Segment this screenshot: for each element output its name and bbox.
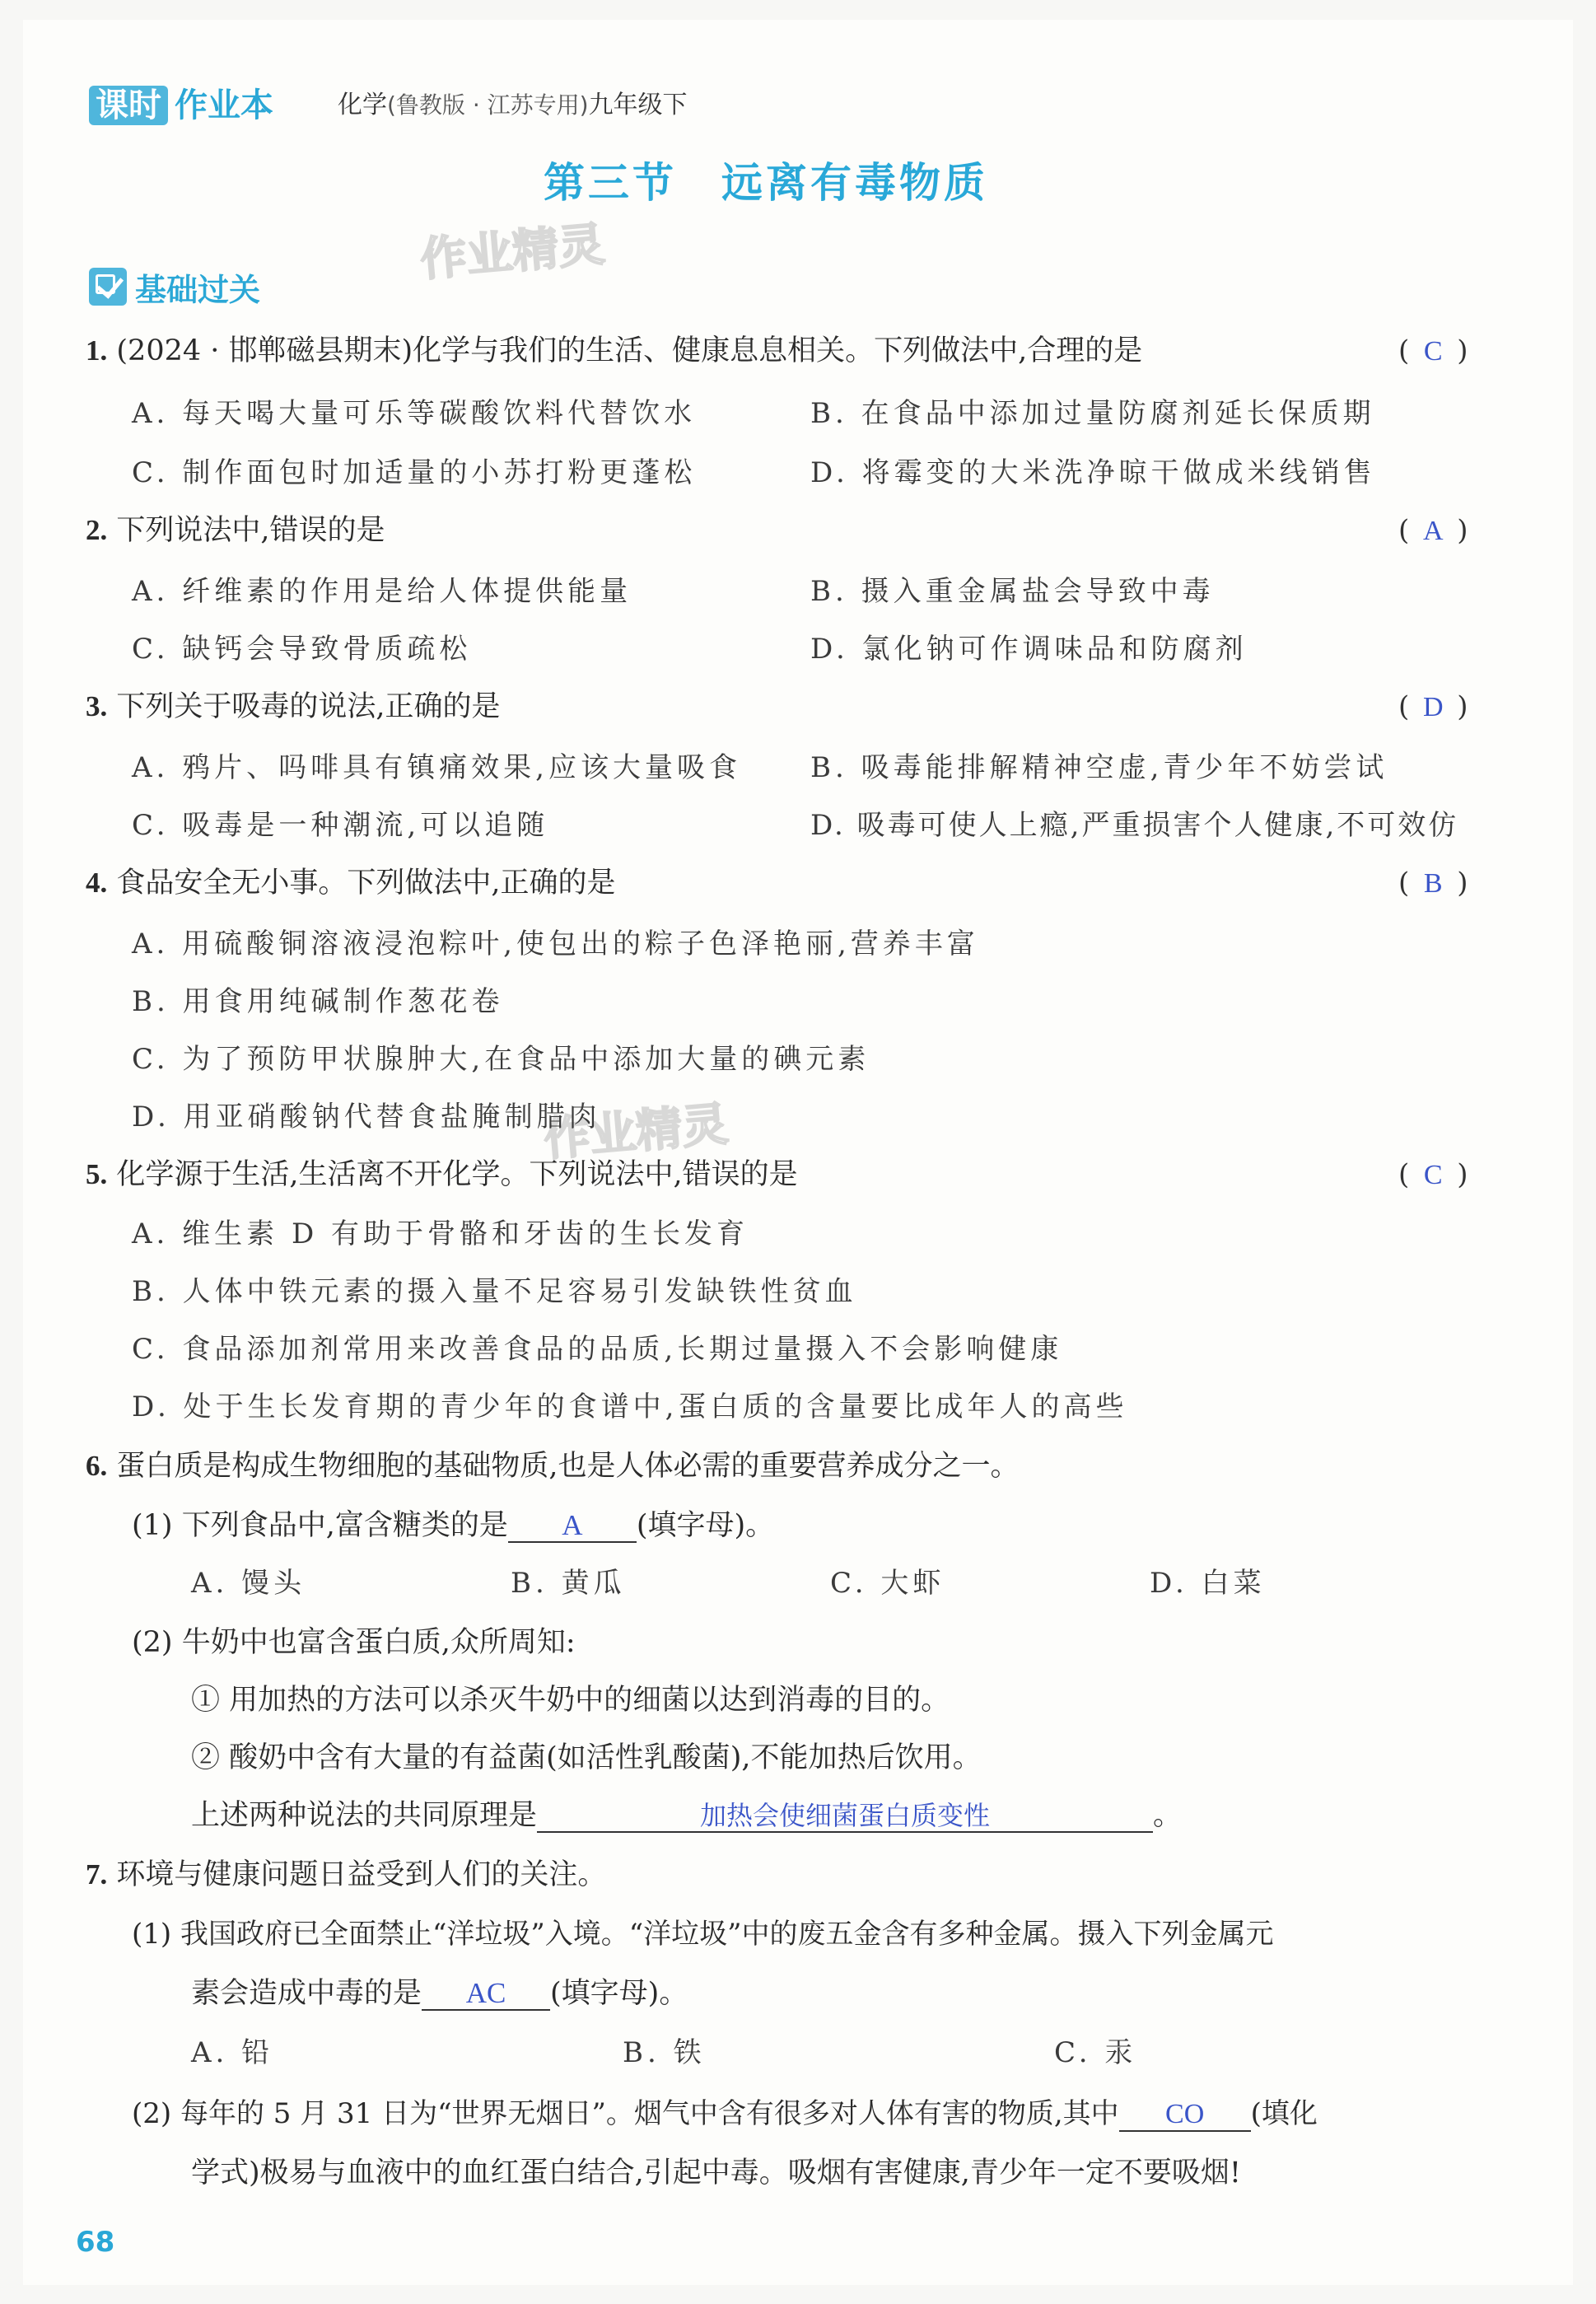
sub-question: (2) 牛奶中也富含蛋白质,众所周知:	[132, 1626, 576, 1659]
sub-question: 学式)极易与血液中的血红蛋白结合,引起中毒。吸烟有害健康,青少年一定不要吸烟!	[191, 2157, 1241, 2190]
statement: ② 酸奶中含有大量的有益菌(如活性乳酸菌),不能加热后饮用。	[191, 1741, 982, 1774]
answer-bracket: ( D )	[1398, 690, 1468, 723]
subject: 化学	[338, 91, 387, 119]
section-heading	[89, 265, 260, 308]
question-stem: 7. 环境与健康问题日益受到人们的关注。	[86, 1858, 607, 1891]
option: D. 吸毒可使人上瘾,严重损害个人健康,不可效仿	[810, 809, 1459, 842]
option: A. 鸦片、吗啡具有镇痛效果,应该大量吸食	[132, 751, 741, 784]
question-stem: 1. (2024 · 邯郸磁县期末)化学与我们的生活、健康息息相关。下列做法中,合理的是	[86, 334, 1143, 367]
option: B. 吸毒能排解精神空虚,青少年不妨尝试	[810, 751, 1388, 784]
option: A. 用硫酸铜溶液浸泡粽叶,使包出的粽子色泽艳丽,营养丰富	[132, 928, 979, 960]
option: B. 摄入重金属盐会导致中毒	[810, 575, 1215, 608]
option: B. 人体中铁元素的摄入量不足容易引发缺铁性贫血	[132, 1275, 857, 1308]
checkbox-icon	[89, 268, 127, 306]
sub-question: 上述两种说法的共同原理是 加热会使细菌蛋白质变性 。	[191, 1799, 1183, 1832]
sub-question: 素会造成中毒的是 AC (填字母)。	[191, 1977, 688, 2010]
option: B. 在食品中添加过量防腐剂延长保质期	[810, 397, 1375, 430]
logo-text: 作业本	[175, 86, 273, 124]
answer-bracket: ( C )	[1398, 1158, 1468, 1191]
option: C. 汞	[1054, 2036, 1137, 2069]
option: D. 用亚硝酸钠代替食盐腌制腊肉	[132, 1101, 601, 1133]
sub-question: (1) 下列食品中,富含糖类的是 A (填字母)。	[132, 1509, 775, 1542]
option: D. 白菜	[1150, 1567, 1266, 1600]
option: A. 纤维素的作用是给人体提供能量	[132, 575, 632, 608]
option: C. 大虾	[830, 1567, 945, 1600]
answer-blank[interactable]: AC	[422, 1978, 550, 2011]
option: A. 维生素 D 有助于骨骼和牙齿的生长发育	[132, 1217, 749, 1250]
watermark: 作业精灵	[418, 217, 607, 287]
question-stem: 3. 下列关于吸毒的说法,正确的是	[86, 690, 501, 723]
option: C. 吸毒是一种潮流,可以追随	[132, 809, 549, 842]
answer-bracket: ( C )	[1398, 334, 1468, 367]
option: B. 铁	[623, 2036, 706, 2069]
section-label: 基础过关	[135, 271, 261, 308]
option: C. 制作面包时加适量的小苏打粉更蓬松	[132, 456, 697, 489]
answer-bracket: ( B )	[1398, 867, 1468, 900]
book-info	[338, 89, 688, 122]
option: A. 铅	[191, 2036, 274, 2069]
answer-blank[interactable]: CO	[1119, 2099, 1251, 2132]
logo-badge: 课时	[89, 86, 168, 125]
question-stem: 4. 食品安全无小事。下列做法中,正确的是	[86, 867, 616, 900]
sub-question: (2) 每年的 5 月 31 日为“世界无烟日”。烟气中含有很多对人体有害的物质,其中 CO (填化	[132, 2097, 1318, 2130]
option: B. 用食用纯碱制作葱花卷	[132, 985, 504, 1018]
option: A. 每天喝大量可乐等碳酸饮料代替饮水	[132, 397, 697, 430]
grade: 九年级下	[588, 91, 688, 119]
page-title: 第三节 远离有毒物质	[544, 158, 988, 207]
option: D. 处于生长发育期的青少年的食谱中,蛋白质的含量要比成年人的高些	[132, 1390, 1128, 1423]
edition: (鲁教版 · 江苏专用)	[387, 91, 589, 119]
sub-question: (1) 我国政府已全面禁止“洋垃圾”入境。“洋垃圾”中的废五金含有多种金属。摄入下列金属元	[132, 1918, 1274, 1951]
option: A. 馒头	[191, 1567, 306, 1600]
statement: ① 用加热的方法可以杀灭牛奶中的细菌以达到消毒的目的。	[191, 1684, 950, 1717]
answer-blank[interactable]: A	[508, 1510, 637, 1543]
option: C. 为了预防甲状腺肿大,在食品中添加大量的碘元素	[132, 1043, 870, 1076]
question-stem: 6. 蛋白质是构成生物细胞的基础物质,也是人体必需的重要营养成分之一。	[86, 1450, 1020, 1483]
option: C. 食品添加剂常用来改善食品的品质,长期过量摄入不会影响健康	[132, 1333, 1063, 1366]
option: B. 黄瓜	[511, 1567, 626, 1600]
page-number: 68	[76, 2226, 115, 2259]
answer-blank[interactable]: 加热会使细菌蛋白质变性	[537, 1800, 1153, 1833]
option: D. 氯化钠可作调味品和防腐剂	[810, 633, 1248, 666]
watermark: 作业精灵	[541, 1097, 730, 1167]
question-stem: 2. 下列说法中,错误的是	[86, 514, 385, 547]
option: D. 将霉变的大米洗净晾干做成米线销售	[810, 456, 1376, 489]
answer-bracket: ( A )	[1398, 514, 1468, 547]
question-stem: 5. 化学源于生活,生活离不开化学。下列说法中,错误的是	[86, 1158, 798, 1191]
option: C. 缺钙会导致骨质疏松	[132, 633, 472, 666]
